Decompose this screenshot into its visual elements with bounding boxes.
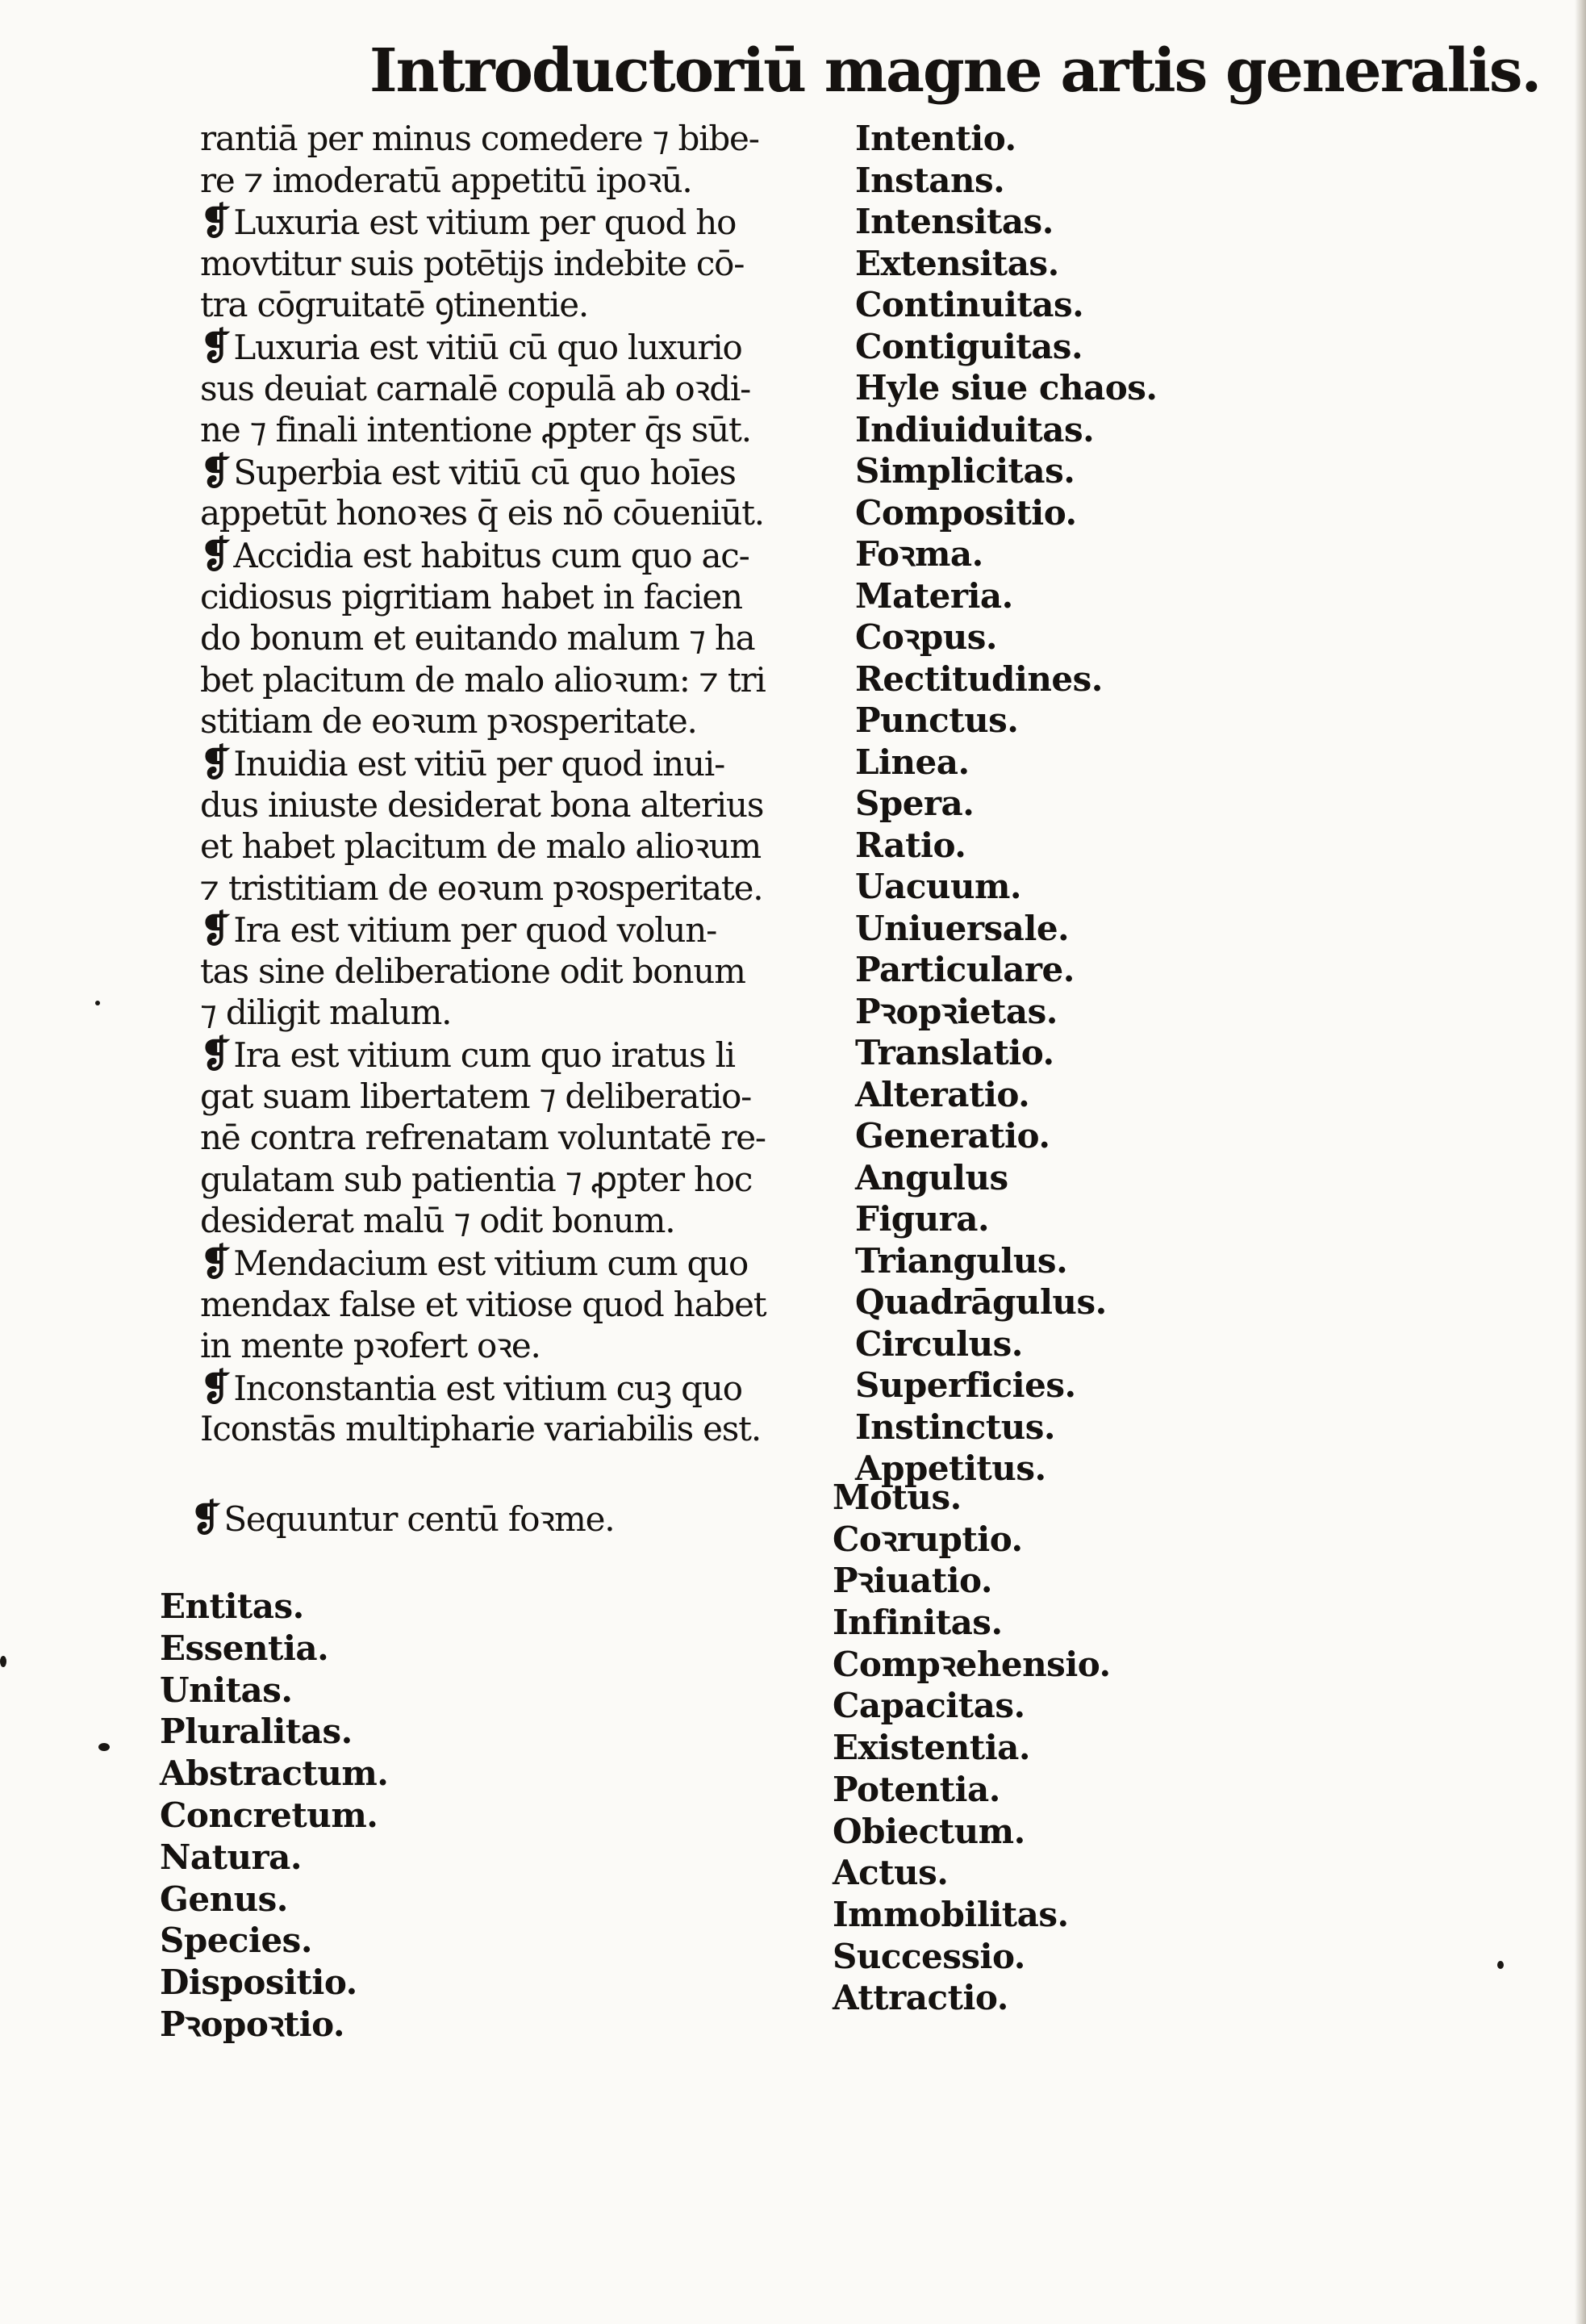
- ink-speck: [0, 1656, 6, 1667]
- list-item: Successio.: [833, 1936, 1025, 1976]
- text-line: [200, 409, 862, 451]
- list-item: Obiectum.: [833, 1811, 1025, 1851]
- list-item: Entitas.: [160, 1586, 304, 1626]
- pilcrow-icon: ❡: [200, 1365, 231, 1409]
- text-line: [200, 867, 862, 909]
- list-item: Translatio.: [855, 1033, 1054, 1072]
- list-item: Circulus.: [855, 1323, 1023, 1364]
- text-line-content: nē contra refrenatam voluntatē re-: [200, 1118, 766, 1158]
- list-item: Continuitas.: [855, 285, 1084, 324]
- list-item: Existentia.: [833, 1728, 1031, 1768]
- text-line-content: Accidia est habitus cum quo ac-: [233, 535, 749, 575]
- text-line-content: desiderat malū ⁊ odit bonum.: [200, 1201, 675, 1241]
- list-item: Generatio.: [855, 1116, 1050, 1156]
- text-line: [200, 909, 862, 951]
- list-item: Triangulus.: [855, 1240, 1068, 1281]
- text-line: [200, 951, 862, 993]
- pilcrow-icon: ❡: [200, 1032, 231, 1076]
- list-item: Foꝛma.: [855, 534, 983, 574]
- text-line: [200, 1076, 862, 1118]
- text-line-content: Ira est vitium cum quo iratus li: [233, 1035, 735, 1076]
- list-item: Attractio.: [833, 1978, 1008, 2018]
- pilcrow-icon: ❡: [190, 1496, 221, 1540]
- text-line-content: bet placitum de malo alioꝛum: ⁊ tri: [200, 659, 766, 700]
- text-line: [200, 284, 862, 326]
- list-item: Coꝛruptio.: [833, 1519, 1023, 1559]
- pilcrow-icon: ❡: [200, 1240, 231, 1285]
- list-item: Intensitas.: [855, 202, 1054, 241]
- ink-speck: [98, 1743, 110, 1751]
- text-line-content: ⁊ diligit malum.: [200, 993, 452, 1033]
- list-item: Potentia.: [833, 1769, 1000, 1809]
- text-line-content: tas sine deliberatione odit bonum: [200, 951, 745, 991]
- list-item: Ratio.: [855, 825, 966, 865]
- pilcrow-icon: ❡: [200, 740, 231, 784]
- list-item: Abstractum.: [160, 1753, 389, 1794]
- list-item: Pꝛiuatio.: [833, 1561, 992, 1601]
- text-line-content: Luxuria est vitium per quod ho: [233, 203, 737, 243]
- list-item: Quadrāgulus.: [855, 1282, 1107, 1322]
- list-item: Extensitas.: [855, 243, 1059, 283]
- page-edge-shadow: [1575, 0, 1586, 2324]
- text-line: [200, 1367, 862, 1409]
- text-line-content: Mendacium est vitium cum quo: [233, 1244, 749, 1284]
- text-line: [200, 1159, 862, 1201]
- pilcrow-icon: ❡: [200, 449, 231, 493]
- list-item: Concretum.: [160, 1795, 378, 1835]
- list-item: Alteratio.: [855, 1074, 1030, 1114]
- list-item: Indiuiduitas.: [855, 409, 1095, 449]
- text-line: [200, 243, 862, 285]
- text-line-content: ⁊ tristitiam de eoꝛum pꝛosperitate.: [200, 867, 763, 908]
- list-item: Actus.: [833, 1853, 949, 1893]
- text-line: [200, 617, 862, 659]
- list-item: Species.: [160, 1921, 312, 1961]
- left-column-text: [200, 118, 862, 1450]
- list-item: Figura.: [855, 1199, 990, 1239]
- text-line: [200, 784, 862, 826]
- text-line-content: Superbia est vitiū cū quo hoīes: [233, 452, 736, 492]
- list-item: Essentia.: [160, 1628, 329, 1668]
- list-item: Particulare.: [855, 950, 1075, 989]
- text-line: [200, 1408, 862, 1450]
- list-item: Natura.: [160, 1837, 303, 1877]
- text-line-content: Luxuria est vitiū cū quo luxurio: [233, 327, 742, 367]
- text-line-content: ne ⁊ finali intentione ꝓpter q̄s sūt.: [200, 410, 751, 450]
- list-item: Superficies.: [855, 1365, 1076, 1405]
- text-line-content: tra cōgruitatē ꝯtinentie.: [200, 285, 589, 325]
- list-item: Pꝛopꝛietas.: [855, 991, 1058, 1031]
- text-line-content: dus iniuste desiderat bona alterius: [200, 784, 764, 825]
- text-line: [200, 1034, 862, 1076]
- list-item: Motus.: [833, 1478, 962, 1517]
- left-forms-list: [160, 1586, 547, 2046]
- text-line: [200, 451, 862, 493]
- pilcrow-icon: ❡: [200, 324, 231, 368]
- text-line: [200, 1325, 862, 1367]
- text-line-content: et habet placitum de malo alioꝛum: [200, 826, 761, 867]
- list-item: Simplicitas.: [855, 451, 1075, 491]
- text-line: [200, 492, 862, 534]
- text-line: [200, 160, 862, 202]
- text-line: [200, 326, 862, 368]
- ink-speck: [95, 1001, 100, 1005]
- list-item: Instans.: [855, 160, 1005, 200]
- text-line: [200, 1284, 862, 1326]
- ink-speck: [1497, 1961, 1504, 1969]
- list-item: Instinctus.: [855, 1407, 1055, 1447]
- list-item: Pꝛopoꝛtio.: [160, 2004, 345, 2044]
- list-item: Appetitus.: [855, 1448, 1046, 1488]
- list-item: Genus.: [160, 1879, 288, 1919]
- list-item: Immobilitas.: [833, 1894, 1069, 1934]
- list-item: Compositio.: [855, 492, 1077, 533]
- text-line-content: movtitur suis potētijs indebite cō-: [200, 243, 745, 283]
- text-line-content: in mente pꝛofert oꝛe.: [200, 1326, 540, 1366]
- list-item: Spera.: [855, 784, 975, 823]
- list-item: Unitas.: [160, 1670, 293, 1710]
- text-line-content: Inuidia est vitiū per quod inui-: [233, 743, 725, 784]
- text-line: [200, 1200, 862, 1242]
- text-line-content: mendax false et vitiose quod habet: [200, 1284, 766, 1324]
- pilcrow-icon: ❡: [200, 199, 231, 244]
- text-line-content: gulatam sub patientia ⁊ ꝓpter hoc: [200, 1159, 753, 1199]
- list-item: Dispositio.: [160, 1962, 357, 2003]
- text-line-content: rantiā per minus comedere ⁊ bibe-: [200, 119, 759, 158]
- text-line-content: cidiosus pigritiam habet in facien: [200, 576, 742, 617]
- forms-heading-text: Sequuntur centū foꝛme.: [223, 1499, 615, 1539]
- text-line: [200, 118, 862, 160]
- list-item: Pluralitas.: [160, 1712, 353, 1752]
- right-column-list-bottom: [833, 1477, 1284, 2019]
- list-item: Punctus.: [855, 700, 1019, 740]
- text-line: [200, 659, 862, 701]
- list-item: Materia.: [855, 575, 1013, 616]
- text-line-content: Inconstantia est vitium cuꝫ quo: [233, 1368, 742, 1408]
- text-line-content: re ⁊ imoderatū appetitū ipoꝛū.: [200, 160, 692, 200]
- list-item: Uacuum.: [855, 867, 1022, 906]
- list-item: Capacitas.: [833, 1686, 1025, 1726]
- text-line-content: sus deuiat carnalē copulā ab oꝛdi-: [200, 368, 751, 408]
- text-line-content: stitiam de eoꝛum pꝛosperitate.: [200, 701, 697, 742]
- list-item: Rectitudines.: [855, 658, 1103, 699]
- list-item: Infinitas.: [833, 1603, 1003, 1643]
- text-line: [200, 1242, 862, 1284]
- forms-heading: [190, 1497, 755, 1539]
- text-line: [200, 576, 862, 618]
- text-line: [200, 992, 862, 1034]
- page-title: Introductoriū magne artis generalis.: [369, 36, 1541, 106]
- text-line: [200, 742, 862, 784]
- pilcrow-icon: ❡: [200, 907, 231, 951]
- text-line: [200, 201, 862, 243]
- text-line: [200, 700, 862, 742]
- text-line-content: Ira est vitium per quod volun-: [233, 910, 717, 951]
- text-line: [200, 534, 862, 576]
- text-line-content: gat suam libertatem ⁊ deliberatio-: [200, 1076, 752, 1116]
- text-line-content: do bonum et euitando malum ⁊ ha: [200, 618, 755, 658]
- list-item: Hyle siue chaos.: [855, 368, 1158, 408]
- text-line: [200, 368, 862, 410]
- text-line: [200, 826, 862, 867]
- list-item: Angulus: [855, 1157, 1008, 1198]
- list-item: Compꝛehensio.: [833, 1644, 1111, 1684]
- right-column-list-top: [855, 118, 1307, 1490]
- text-line-content: Iconstās multipharie variabilis est.: [200, 1409, 761, 1449]
- text-line-content: appetūt honoꝛes q̄ eis nō cōueniūt.: [200, 493, 764, 533]
- pilcrow-icon: ❡: [200, 532, 231, 576]
- text-line: [200, 1117, 862, 1159]
- list-item: Linea.: [855, 742, 970, 782]
- list-item: Coꝛpus.: [855, 617, 998, 657]
- list-item: Contiguitas.: [855, 326, 1083, 366]
- list-item: Intentio.: [855, 119, 1016, 158]
- list-item: Uniuersale.: [855, 908, 1070, 948]
